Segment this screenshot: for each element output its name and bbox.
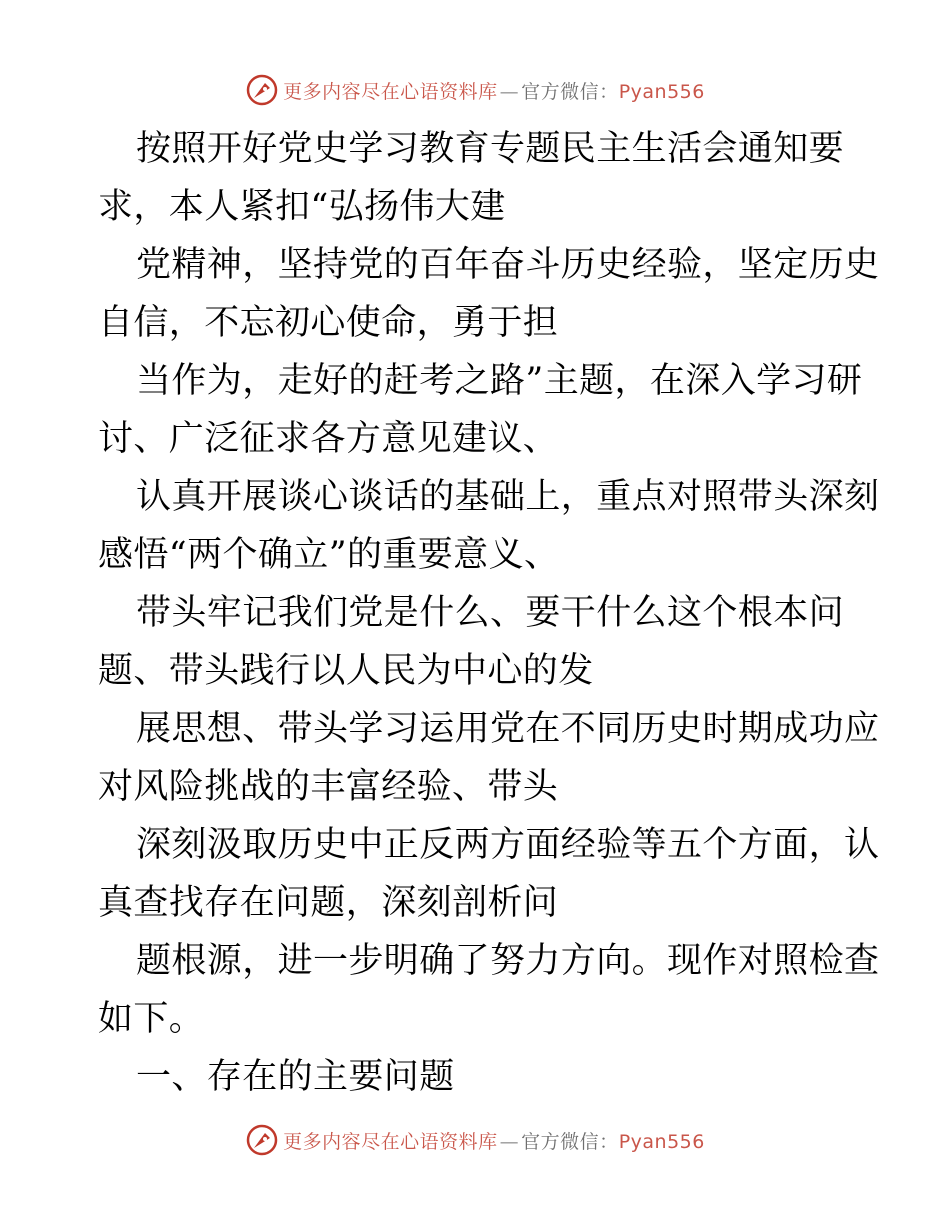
body-line: 展思想、带头学习运用党在不同历史时期成功应 [136,709,880,749]
body-line: 按照开好党史学习教育专题民主生活会通知要 [136,129,845,169]
section-heading: 一、存在的主要问题 [136,1057,455,1097]
body-line: 带头牢记我们党是什么、要干什么这个根本问 [136,593,845,633]
body-line: 自信，不忘初心使命，勇于担 [98,303,559,343]
pen-nib-circle-icon [245,73,279,107]
body-line: 求，本人紧扣“弘扬伟大建 [98,187,506,227]
pen-nib-circle-icon [245,1123,279,1157]
body-line: 题根源，进一步明确了努力方向。现作对照检查 [136,941,880,981]
footer-watermark [0,1120,950,1160]
body-line: 对风险挑战的丰富经验、带头 [98,767,559,807]
watermark-id: Pyan556 [618,1130,705,1153]
body-line: 感悟“两个确立”的重要意义、 [98,535,560,575]
watermark-dash: — [499,1130,520,1153]
body-line: 当作为，走好的赶考之路”主题，在深入学习研 [136,361,863,401]
document-body [98,120,880,1106]
watermark-id: Pyan556 [618,80,705,103]
watermark-official: 官方微信： [521,1130,619,1153]
watermark-dash: — [499,80,520,103]
watermark-brand: 更多内容尽在心语资料库 [283,1130,498,1153]
body-line: 讨、广泛征求各方意见建议、 [98,419,559,459]
body-line: 党精神，坚持党的百年奋斗历史经验，坚定历史 [136,245,880,285]
header-watermark [0,70,950,110]
body-line: 如下。 [98,999,205,1039]
watermark-official: 官方微信： [521,80,619,103]
body-line: 认真开展谈心谈话的基础上，重点对照带头深刻 [136,477,880,517]
body-line: 真查找存在问题，深刻剖析问 [98,883,559,923]
watermark-brand: 更多内容尽在心语资料库 [283,80,498,103]
body-line: 深刻汲取历史中正反两方面经验等五个方面，认 [136,825,880,865]
body-line: 题、带头践行以人民为中心的发 [98,651,594,691]
